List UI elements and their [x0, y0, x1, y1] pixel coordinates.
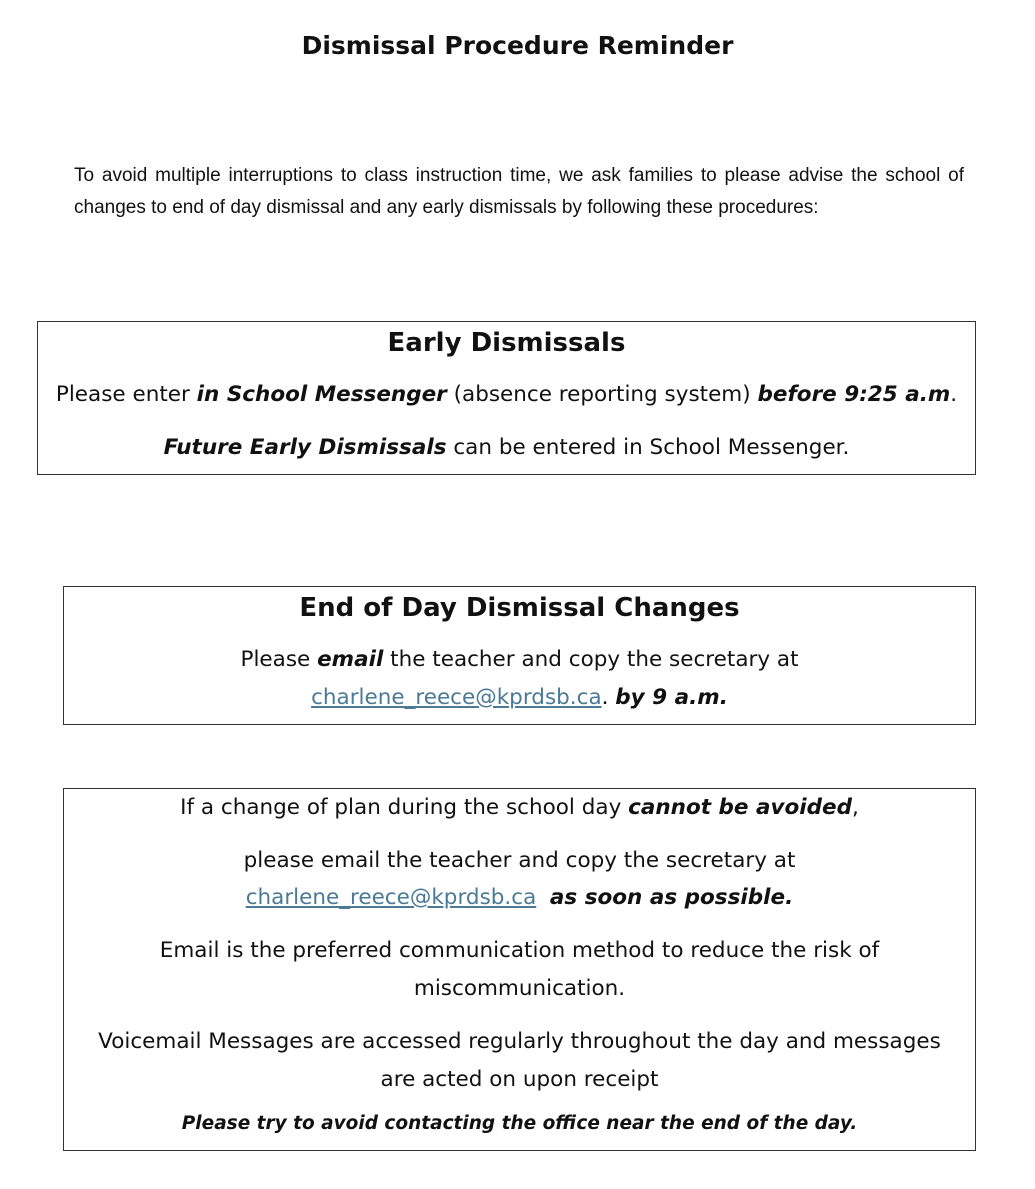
early-text-e: . — [950, 382, 958, 407]
cop-email-line — [64, 879, 975, 917]
early-dismissals-instruction — [38, 376, 975, 414]
secretary-email-link[interactable]: charlene_reece@kprdsb.ca — [311, 685, 602, 710]
early-dismissals-heading: Early Dismissals — [387, 328, 626, 358]
cop-text-c: , — [852, 795, 859, 820]
change-of-plan-line — [64, 789, 975, 827]
eod-deadline: by 9 a.m. — [615, 685, 728, 710]
cop-text-a: If a change of plan during the school day — [180, 795, 629, 820]
early-text-b: in School Messenger — [196, 382, 447, 407]
eod-text-a: Please — [240, 647, 318, 672]
future-early-label: Future Early Dismissals — [163, 435, 447, 460]
page-title: Dismissal Procedure Reminder — [301, 31, 734, 60]
cop-avoid-contact-note: Please try to avoid contacting the office near the end of the day. — [181, 1113, 858, 1134]
cop-asap: as soon as possible. — [549, 885, 794, 910]
cop-acted-on: are acted on upon receipt — [380, 1067, 659, 1092]
cop-cannot-avoid: cannot be avoided — [628, 795, 853, 820]
cop-email-instruction: please email the teacher and copy the secretary at — [243, 848, 796, 873]
end-of-day-box — [63, 586, 976, 725]
end-of-day-instruction — [64, 641, 975, 679]
future-early-text: can be entered in School Messenger. — [446, 435, 850, 460]
change-of-plan-box — [63, 788, 976, 1151]
eod-text-sep: . — [601, 685, 616, 710]
intro-paragraph: To avoid multiple interruptions to class instruction time, we ask families to please advise the school of changes to end of day dismissal and any early dismissals by following these procedures: — [74, 165, 964, 218]
early-text-c: (absence reporting system) — [446, 382, 758, 407]
future-early-dismissals-line — [38, 429, 975, 467]
eod-email-word: email — [317, 647, 384, 672]
early-dismissals-box — [37, 321, 976, 475]
end-of-day-heading: End of Day Dismissal Changes — [299, 593, 740, 623]
eod-text-c: the teacher and copy the secretary at — [383, 647, 799, 672]
early-text-a: Please enter — [55, 382, 197, 407]
cop-miscommunication: miscommunication. — [413, 976, 626, 1001]
end-of-day-email-line — [64, 679, 975, 717]
early-deadline: before 9:25 a.m — [757, 382, 951, 407]
cop-voicemail: Voicemail Messages are accessed regularly throughout the day and messages — [98, 1029, 941, 1054]
secretary-email-link-2[interactable]: charlene_reece@kprdsb.ca — [245, 885, 537, 910]
cop-email-preferred: Email is the preferred communication method to reduce the risk of — [159, 938, 880, 963]
